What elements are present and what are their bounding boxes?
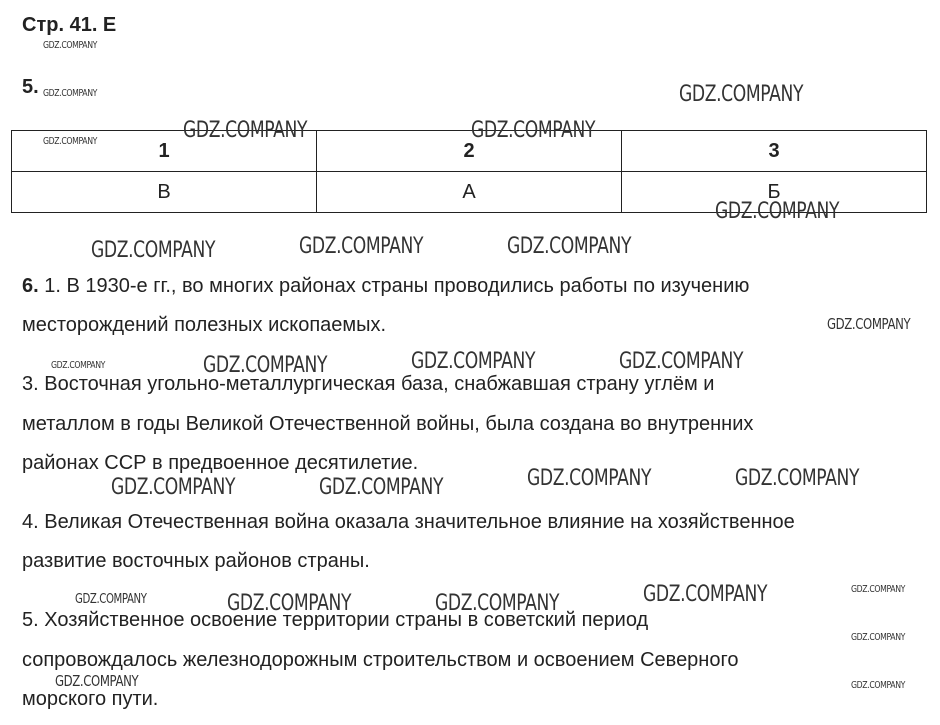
watermark: GDZ.COMPANY [735, 466, 860, 491]
task-6-line-5: районах ССР в предвоенное десятилетие. [22, 452, 419, 474]
task-6-line-10: морского пути. [22, 688, 159, 710]
watermark: GDZ.COMPANY [43, 136, 98, 147]
watermark: GDZ.COMPANY [43, 88, 98, 99]
answer-table-cell-2: А [317, 172, 622, 213]
task-5-number: 5. [22, 76, 39, 98]
task-6-line-8: 5. Хозяйственное освоение территории страны в советский период [22, 609, 649, 631]
watermark: GDZ.COMPANY [851, 584, 906, 595]
watermark: GDZ.COMPANY [43, 40, 98, 51]
watermark: GDZ.COMPANY [319, 475, 444, 500]
watermark: GDZ.COMPANY [471, 118, 596, 143]
watermark: GDZ.COMPANY [679, 82, 804, 107]
watermark: GDZ.COMPANY [203, 353, 328, 378]
answer-table-header-row [12, 131, 927, 172]
task-6-line-4: металлом в годы Великой Отечественной войны, была создана во внутренних [22, 413, 754, 435]
answer-table-header-3: 3 [622, 131, 927, 172]
page-title: Стр. 41. Е [22, 14, 117, 36]
task-6-line-1 [22, 276, 749, 296]
watermark: GDZ.COMPANY [851, 632, 906, 643]
watermark: GDZ.COMPANY [435, 591, 560, 616]
task-6-line-1-text: 1. В 1930-е гг., во многих районах страны проводились работы по изучению [38, 275, 750, 297]
answer-table-header-2: 2 [317, 131, 622, 172]
task-6-line-2: месторождений полезных ископаемых. [22, 314, 387, 336]
watermark: GDZ.COMPANY [75, 592, 147, 607]
watermark: GDZ.COMPANY [51, 360, 106, 371]
watermark: GDZ.COMPANY [411, 349, 536, 374]
watermark: GDZ.COMPANY [183, 118, 308, 143]
watermark: GDZ.COMPANY [55, 672, 139, 690]
answer-table-cell-3: Б [622, 172, 927, 213]
watermark: GDZ.COMPANY [715, 199, 840, 224]
task-6-line-6: 4. Великая Отечественная война оказала значительное влияние на хозяйственное [22, 511, 795, 533]
task-6-line-7: развитие восточных районов страны. [22, 550, 370, 572]
task-6-line-9: сопровождалось железнодорожным строительством и освоением Северного [22, 649, 739, 671]
watermark: GDZ.COMPANY [111, 475, 236, 500]
watermark: GDZ.COMPANY [619, 349, 744, 374]
task-6-number: 6. [22, 275, 39, 297]
watermark: GDZ.COMPANY [299, 234, 424, 259]
task-6-line-3: 3. Восточная угольно-металлургическая база, снабжавшая страну углём и [22, 373, 715, 395]
answer-table-header-1: 1 [12, 131, 317, 172]
watermark: GDZ.COMPANY [527, 466, 652, 491]
watermark: GDZ.COMPANY [827, 315, 911, 333]
watermark: GDZ.COMPANY [91, 238, 216, 263]
answer-table-cell-1: В [12, 172, 317, 213]
watermark: GDZ.COMPANY [507, 234, 632, 259]
watermark: GDZ.COMPANY [643, 582, 768, 607]
watermark: GDZ.COMPANY [851, 680, 906, 691]
watermark: GDZ.COMPANY [227, 591, 352, 616]
